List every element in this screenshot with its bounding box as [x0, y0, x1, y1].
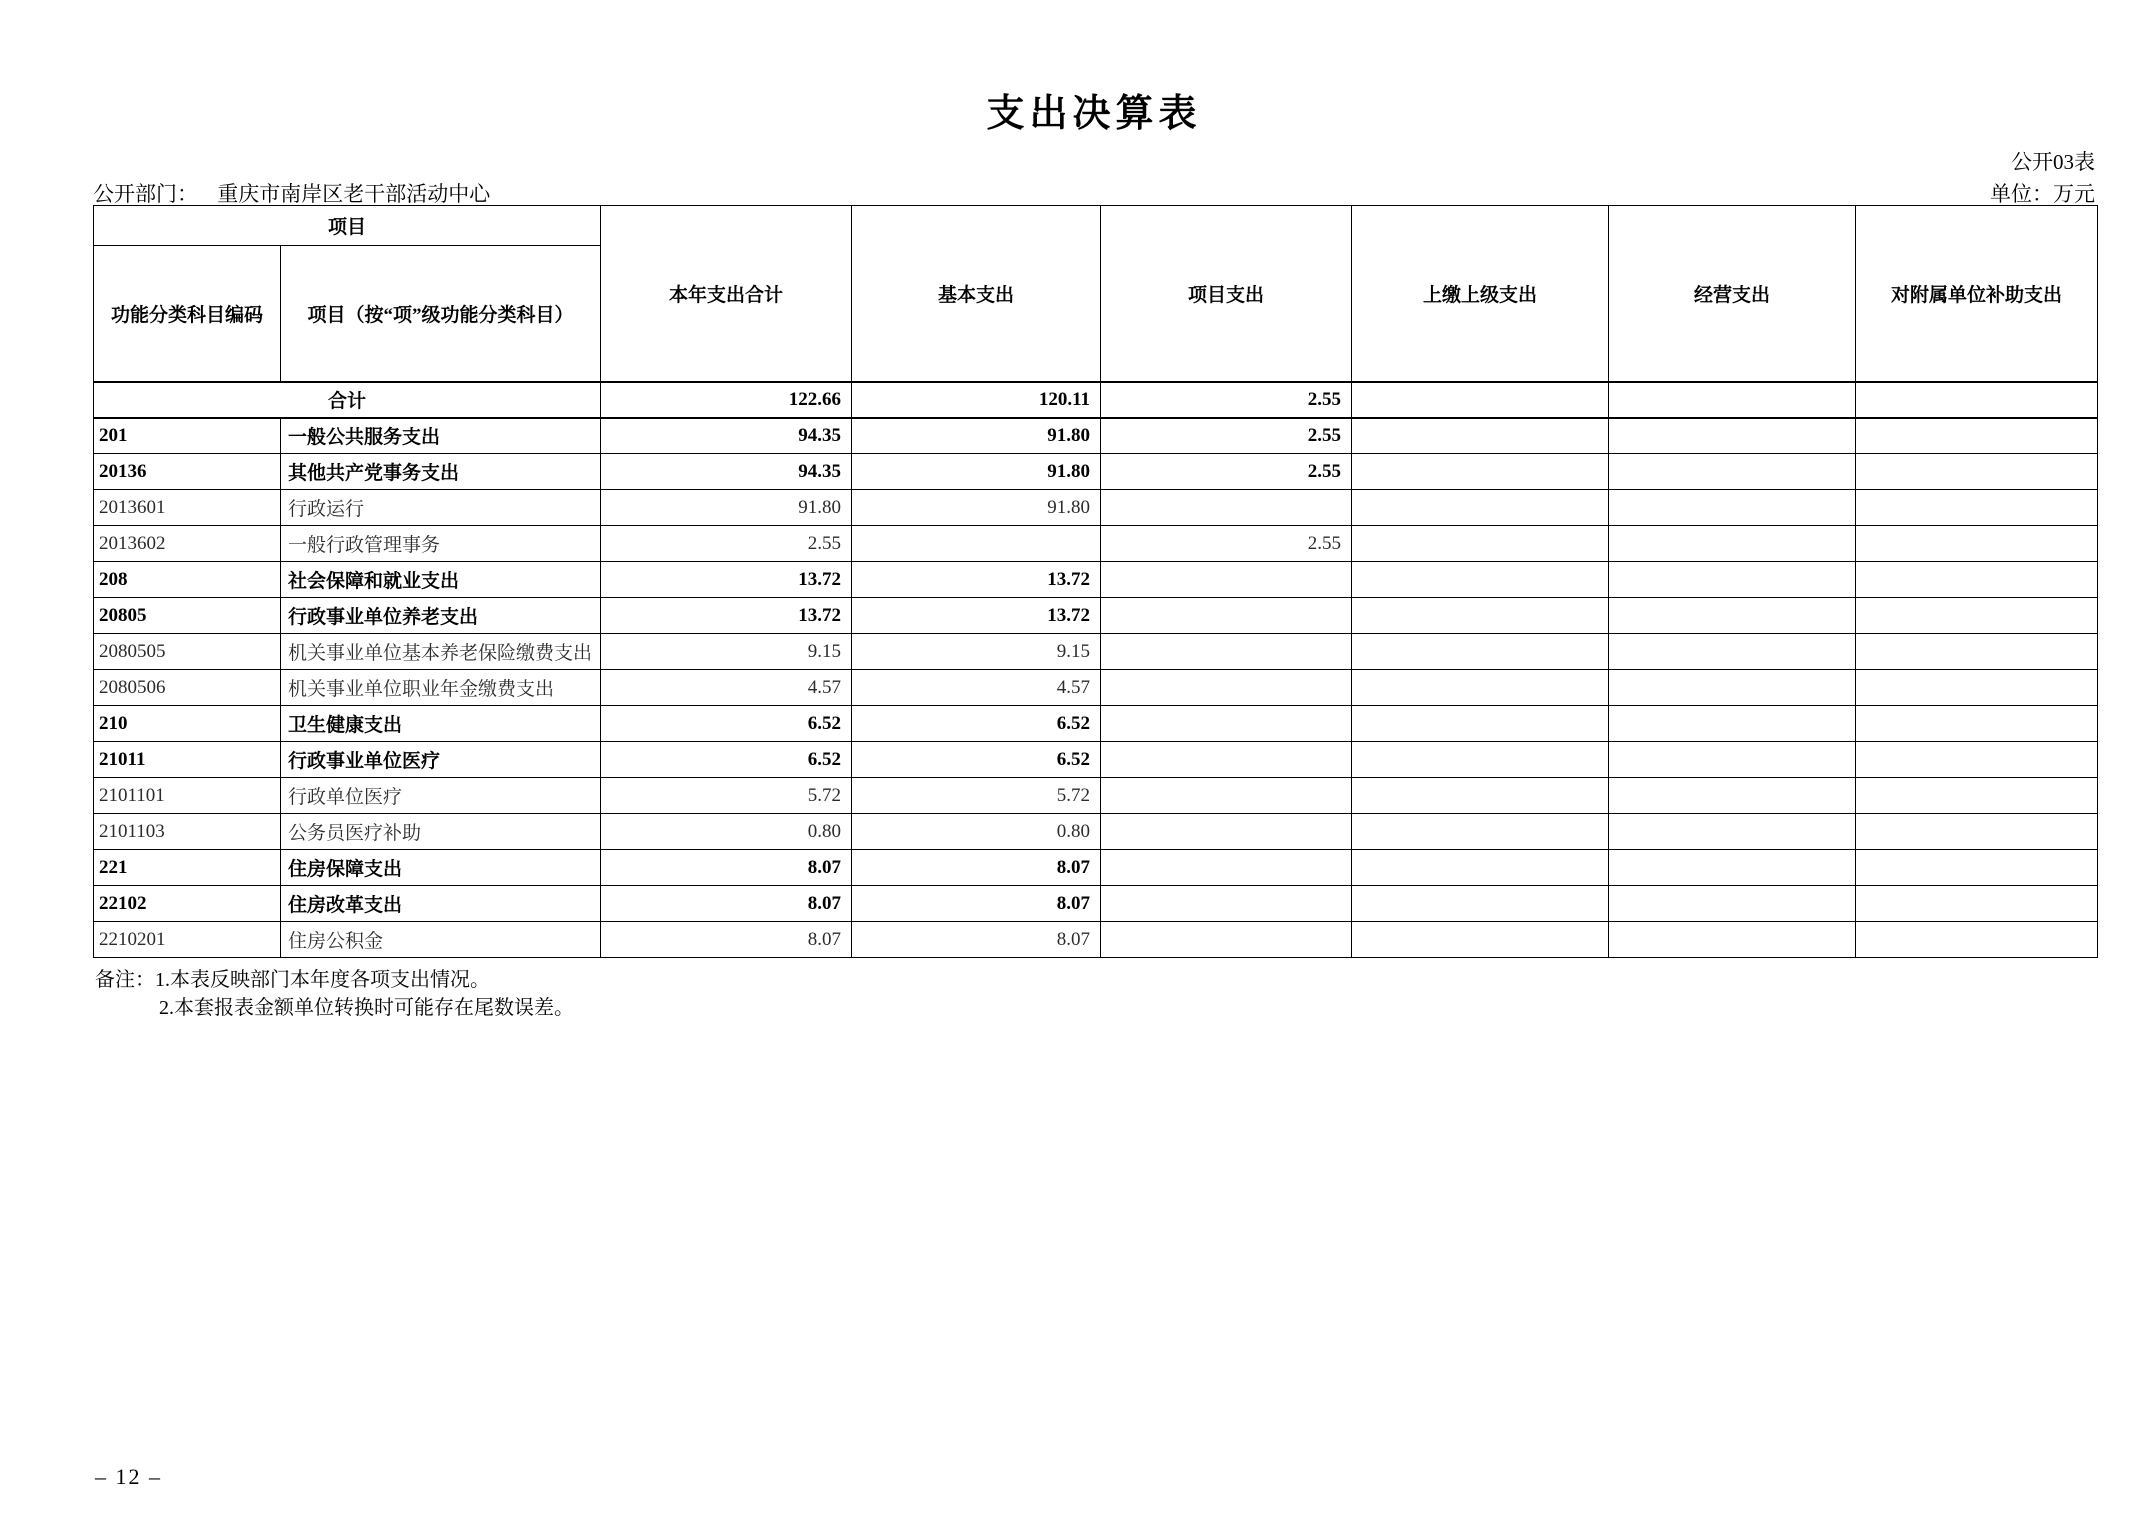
cell-num	[1101, 814, 1352, 850]
cell-num	[1609, 598, 1856, 634]
cell-num	[1609, 886, 1856, 922]
cell-num	[1352, 778, 1609, 814]
cell-code: 2080505	[94, 634, 281, 670]
cell-num: 2.55	[601, 526, 852, 562]
table-row	[94, 922, 2098, 958]
cell-num	[1856, 922, 2098, 958]
cell-num	[1101, 778, 1352, 814]
cell-num: 91.80	[601, 490, 852, 526]
cell-num	[1856, 526, 2098, 562]
cell-name: 合计	[94, 382, 601, 418]
cell-code: 20805	[94, 598, 281, 634]
cell-name: 一般公共服务支出	[281, 418, 601, 454]
table-row	[94, 634, 2098, 670]
cell-num: 2.55	[1101, 418, 1352, 454]
table-row	[94, 490, 2098, 526]
cell-num: 2.55	[1101, 382, 1352, 418]
table-row	[94, 598, 2098, 634]
cell-num	[1101, 670, 1352, 706]
cell-name: 机关事业单位基本养老保险缴费支出	[281, 634, 601, 670]
cell-code: 2013601	[94, 490, 281, 526]
cell-num: 94.35	[601, 454, 852, 490]
cell-num	[852, 526, 1101, 562]
cell-num	[1609, 418, 1856, 454]
cell-name: 其他共产党事务支出	[281, 454, 601, 490]
cell-num	[1352, 454, 1609, 490]
cell-num	[1352, 814, 1609, 850]
page-title: 支出决算表	[986, 93, 1202, 135]
cell-name: 住房改革支出	[281, 886, 601, 922]
cell-num: 13.72	[601, 598, 852, 634]
header-upper: 上缴上级支出	[1352, 206, 1609, 382]
meta-line	[93, 178, 2095, 208]
expenditure-table-wrap	[93, 205, 2097, 958]
cell-num: 8.07	[601, 850, 852, 886]
header-item-group: 项目	[94, 206, 601, 246]
cell-num: 6.52	[601, 742, 852, 778]
cell-num: 122.66	[601, 382, 852, 418]
cell-num	[1352, 382, 1609, 418]
cell-num	[1609, 526, 1856, 562]
cell-num: 0.80	[852, 814, 1101, 850]
cell-code: 2210201	[94, 922, 281, 958]
cell-num	[1856, 634, 2098, 670]
table-row	[94, 850, 2098, 886]
cell-num	[1101, 490, 1352, 526]
cell-code: 2101103	[94, 814, 281, 850]
cell-name: 卫生健康支出	[281, 706, 601, 742]
cell-num	[1352, 850, 1609, 886]
cell-name: 行政运行	[281, 490, 601, 526]
cell-num	[1352, 526, 1609, 562]
department-value: 重庆市南岸区老干部活动中心	[217, 182, 491, 206]
cell-name: 公务员医疗补助	[281, 814, 601, 850]
cell-num: 0.80	[601, 814, 852, 850]
cell-name: 行政事业单位养老支出	[281, 598, 601, 634]
cell-code: 210	[94, 706, 281, 742]
cell-num: 9.15	[601, 634, 852, 670]
cell-num: 5.72	[852, 778, 1101, 814]
department-label: 公开部门：	[93, 182, 198, 206]
note-line-1: 备注：1.本表反映部门本年度各项支出情况。	[95, 969, 490, 991]
table-row	[94, 382, 2098, 418]
cell-num	[1609, 850, 1856, 886]
cell-num: 94.35	[601, 418, 852, 454]
cell-num: 6.52	[852, 706, 1101, 742]
cell-num: 8.07	[852, 922, 1101, 958]
cell-num	[1609, 922, 1856, 958]
cell-num	[1856, 598, 2098, 634]
cell-num	[1101, 634, 1352, 670]
cell-num: 6.52	[601, 706, 852, 742]
cell-num	[1856, 778, 2098, 814]
expenditure-table-body	[94, 382, 2098, 958]
cell-num	[1352, 562, 1609, 598]
cell-num	[1101, 742, 1352, 778]
cell-num	[1856, 490, 2098, 526]
table-row	[94, 670, 2098, 706]
table-row	[94, 418, 2098, 454]
cell-num	[1609, 634, 1856, 670]
cell-num: 8.07	[852, 886, 1101, 922]
cell-code: 221	[94, 850, 281, 886]
cell-num	[1101, 886, 1352, 922]
cell-code: 208	[94, 562, 281, 598]
cell-num: 2.55	[1101, 526, 1352, 562]
table-row	[94, 814, 2098, 850]
cell-num	[1609, 706, 1856, 742]
cell-num: 5.72	[601, 778, 852, 814]
cell-num: 8.07	[601, 922, 852, 958]
cell-code: 21011	[94, 742, 281, 778]
table-row	[94, 886, 2098, 922]
cell-num	[1609, 382, 1856, 418]
cell-num	[1609, 670, 1856, 706]
header-row-group	[94, 206, 2098, 246]
cell-num	[1352, 598, 1609, 634]
cell-num	[1609, 490, 1856, 526]
cell-name: 社会保障和就业支出	[281, 562, 601, 598]
header-operating: 经营支出	[1609, 206, 1856, 382]
cell-num	[1856, 670, 2098, 706]
cell-code: 2101101	[94, 778, 281, 814]
cell-num	[1856, 454, 2098, 490]
expenditure-table	[93, 205, 2098, 958]
page-number: – 12 –	[95, 1464, 162, 1489]
header-total: 本年支出合计	[601, 206, 852, 382]
cell-num	[1856, 886, 2098, 922]
cell-num	[1856, 382, 2098, 418]
cell-num: 8.07	[852, 850, 1101, 886]
form-number-label: 公开03表	[2011, 150, 2095, 174]
cell-num: 8.07	[601, 886, 852, 922]
cell-num	[1609, 742, 1856, 778]
header-basic: 基本支出	[852, 206, 1101, 382]
cell-num: 13.72	[601, 562, 852, 598]
cell-num	[1609, 778, 1856, 814]
table-row	[94, 742, 2098, 778]
cell-num	[1352, 922, 1609, 958]
header-project: 项目支出	[1101, 206, 1352, 382]
cell-num	[1609, 814, 1856, 850]
table-row	[94, 706, 2098, 742]
cell-name: 行政事业单位医疗	[281, 742, 601, 778]
cell-num	[1352, 418, 1609, 454]
cell-code: 201	[94, 418, 281, 454]
cell-num	[1609, 454, 1856, 490]
cell-num: 9.15	[852, 634, 1101, 670]
cell-num	[1352, 634, 1609, 670]
cell-num	[1101, 598, 1352, 634]
cell-num	[1352, 706, 1609, 742]
cell-num: 91.80	[852, 490, 1101, 526]
cell-num	[1352, 886, 1609, 922]
cell-num	[1856, 418, 2098, 454]
cell-num: 4.57	[601, 670, 852, 706]
header-item: 项目（按“项”级功能分类科目）	[281, 246, 601, 382]
cell-num	[1101, 562, 1352, 598]
cell-num	[1856, 562, 2098, 598]
cell-num	[1856, 850, 2098, 886]
cell-name: 住房公积金	[281, 922, 601, 958]
table-row	[94, 454, 2098, 490]
cell-name: 住房保障支出	[281, 850, 601, 886]
table-row	[94, 526, 2098, 562]
cell-num	[1101, 922, 1352, 958]
cell-num	[1352, 742, 1609, 778]
cell-num	[1609, 562, 1856, 598]
cell-num: 13.72	[852, 562, 1101, 598]
cell-code: 2013602	[94, 526, 281, 562]
cell-num: 4.57	[852, 670, 1101, 706]
note-line-2: 2.本套报表金额单位转换时可能存在尾数误差。	[159, 997, 574, 1019]
cell-code: 22102	[94, 886, 281, 922]
cell-name: 机关事业单位职业年金缴费支出	[281, 670, 601, 706]
cell-num	[1856, 814, 2098, 850]
header-code: 功能分类科目编码	[94, 246, 281, 382]
cell-num: 6.52	[852, 742, 1101, 778]
table-row	[94, 562, 2098, 598]
cell-num	[1101, 850, 1352, 886]
cell-code: 20136	[94, 454, 281, 490]
cell-name: 行政单位医疗	[281, 778, 601, 814]
cell-code: 2080506	[94, 670, 281, 706]
table-row	[94, 778, 2098, 814]
cell-num	[1856, 706, 2098, 742]
cell-num	[1352, 490, 1609, 526]
unit-label: 单位：万元	[1990, 182, 2095, 206]
notes	[95, 966, 574, 1022]
cell-num: 120.11	[852, 382, 1101, 418]
cell-num	[1101, 706, 1352, 742]
department-line	[93, 178, 490, 208]
cell-num	[1352, 670, 1609, 706]
table-header	[94, 206, 2098, 382]
cell-num: 91.80	[852, 418, 1101, 454]
cell-num	[1856, 742, 2098, 778]
cell-num: 91.80	[852, 454, 1101, 490]
cell-num: 2.55	[1101, 454, 1352, 490]
cell-num: 13.72	[852, 598, 1101, 634]
header-subsidy: 对附属单位补助支出	[1856, 206, 2098, 382]
cell-name: 一般行政管理事务	[281, 526, 601, 562]
